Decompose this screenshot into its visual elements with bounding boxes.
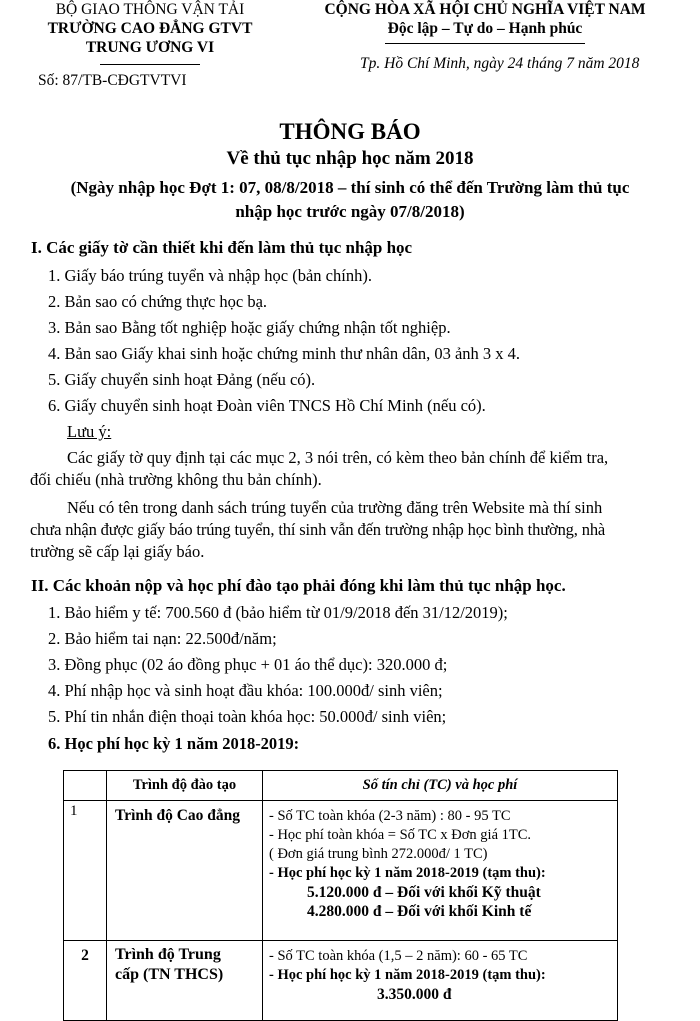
row-number: 2 xyxy=(64,941,107,1021)
list-item: 2. Bảo hiểm tai nạn: 22.500đ/năm; xyxy=(48,629,277,648)
semester-fee-label: - Học phí học kỳ 1 năm 2018-2019 (tạm thu): xyxy=(269,865,546,881)
fee-details xyxy=(263,941,618,1021)
table-row xyxy=(64,941,618,1021)
section-2-heading: II. Các khoản nộp và học phí đào tạo phải đóng khi làm thủ tục nhập học. xyxy=(31,576,566,595)
note-label: Lưu ý: xyxy=(67,422,112,441)
list-item: 6. Giấy chuyển sinh hoạt Đoàn viên TNCS Hồ Chí Minh (nếu có). xyxy=(48,396,486,415)
list-item: 4. Phí nhập học và sinh hoạt đầu khóa: 100.000đ/ sinh viên; xyxy=(48,681,443,700)
table-header-fee: Số tín chỉ (TC) và học phí xyxy=(263,771,618,801)
fee-details xyxy=(263,801,618,941)
motto-underline xyxy=(385,43,585,44)
semester-fee-label: - Học phí học kỳ 1 năm 2018-2019 (tạm thu): xyxy=(269,967,546,983)
list-item: 1. Bảo hiểm y tế: 700.560 đ (bảo hiểm từ 01/9/2018 đến 31/12/2019); xyxy=(48,603,508,622)
training-level-line2: cấp (TN THCS) xyxy=(115,966,224,983)
document-title: THÔNG BÁO xyxy=(279,119,421,144)
note-paragraph-1: Các giấy tờ quy định tại các mục 2, 3 nói trên, có kèm theo bản chính để kiểm tra, xyxy=(67,448,609,467)
credits-line: - Số TC toàn khóa (1,5 – 2 năm): 60 - 65 TC xyxy=(269,948,528,964)
unit-price: ( Đơn giá trung bình 272.000đ/ 1 TC) xyxy=(269,846,488,862)
national-heading xyxy=(270,0,700,38)
school-name: TRƯỜNG CAO ĐẲNG GTVT xyxy=(47,20,253,37)
national-motto: Độc lập – Tự do – Hạnh phúc xyxy=(387,20,583,37)
training-level-line1: Trình độ Trung xyxy=(115,946,221,963)
table-row xyxy=(64,801,618,941)
enrollment-date-note: (Ngày nhập học Đợt 1: 07, 08/8/2018 – thí sinh có thể đến Trường làm thủ tục xyxy=(70,178,630,197)
total-fee-formula: - Học phí toàn khóa = Số TC x Đơn giá 1TC. xyxy=(269,827,532,843)
table-header-level: Trình độ đào tạo xyxy=(107,771,263,801)
nation-name: CỘNG HÒA XÃ HỘI CHỦ NGHĨA VIỆT NAM xyxy=(324,1,646,18)
training-level xyxy=(107,941,263,1021)
table-header-row xyxy=(64,771,618,801)
fee-technical: 5.120.000 đ – Đối với khối Kỹ thuật xyxy=(307,884,541,901)
list-item: 1. Giấy báo trúng tuyển và nhập học (bản chính). xyxy=(48,266,372,285)
credits-line: - Số TC toàn khóa (2-3 năm) : 80 - 95 TC xyxy=(269,808,511,824)
ministry-name: BỘ GIAO THÔNG VẬN TẢI xyxy=(55,1,245,18)
list-item: 3. Đồng phục (02 áo đồng phục + 01 áo thể dục): 320.000 đ; xyxy=(48,655,448,674)
list-item: 2. Bản sao có chứng thực học bạ. xyxy=(48,292,268,311)
place-and-date: Tp. Hồ Chí Minh, ngày 24 tháng 7 năm 2018 xyxy=(360,55,640,72)
note-paragraph-2-end: trường sẽ cấp lại giấy báo. xyxy=(30,542,205,561)
list-item: 5. Giấy chuyển sinh hoạt Đảng (nếu có). xyxy=(48,370,316,389)
training-level: Trình độ Cao đẳng xyxy=(107,801,263,941)
issuing-organization xyxy=(0,0,300,57)
list-item: 5. Phí tin nhắn điện thoại toàn khóa học: 50.000đ/ sinh viên; xyxy=(48,707,447,726)
document-subtitle: Về thủ tục nhập học năm 2018 xyxy=(226,148,474,169)
row-number: 1 xyxy=(64,801,107,941)
note-paragraph-2-cont: chưa nhận được giấy báo trúng tuyển, thí sinh vẫn đến trường nhập học bình thường, nhà xyxy=(30,520,606,539)
fee-amount: 3.350.000 đ xyxy=(377,986,452,1003)
document-number: Số: 87/TB-CĐGTVTVI xyxy=(38,72,187,89)
section-1-heading: I. Các giấy tờ cần thiết khi đến làm thủ tục nhập học xyxy=(31,238,413,257)
list-item: 3. Bản sao Bằng tốt nghiệp hoặc giấy chứng nhận tốt nghiệp. xyxy=(48,318,451,337)
school-name-line2: TRUNG ƯƠNG VI xyxy=(85,39,215,56)
note-paragraph-1-cont: đối chiếu (nhà trường không thu bản chính). xyxy=(30,470,322,489)
list-item: 4. Bản sao Giấy khai sinh hoặc chứng minh thư nhân dân, 03 ảnh 3 x 4. xyxy=(48,344,521,363)
table-header-no xyxy=(64,771,107,801)
org-underline xyxy=(100,64,200,65)
tuition-table xyxy=(63,770,618,1021)
fee-economic: 4.280.000 đ – Đối với khối Kinh tế xyxy=(307,903,532,920)
tuition-heading: 6. Học phí học kỳ 1 năm 2018-2019: xyxy=(48,734,300,753)
note-paragraph-2: Nếu có tên trong danh sách trúng tuyển của trường đăng trên Website mà thí sinh xyxy=(67,498,603,517)
enrollment-date-note-line2: nhập học trước ngày 07/8/2018) xyxy=(235,202,465,221)
